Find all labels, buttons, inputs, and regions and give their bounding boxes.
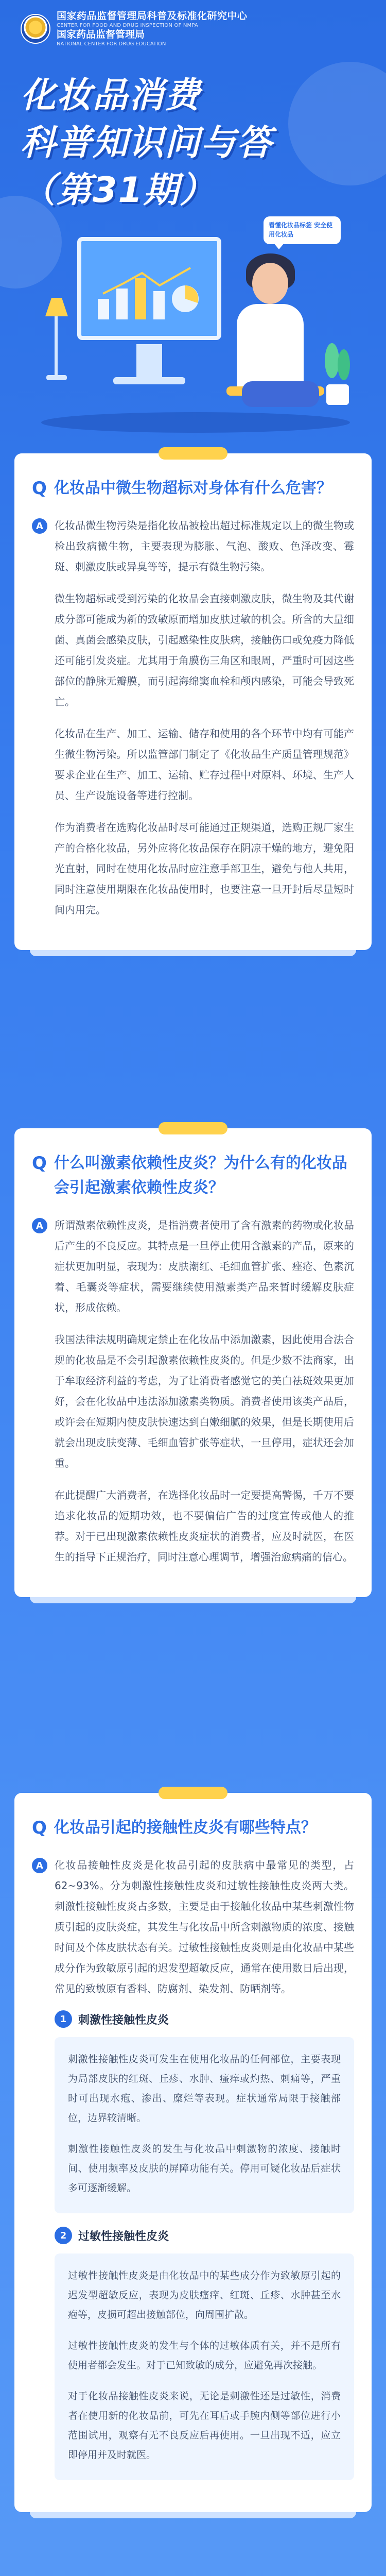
answer-paragraph: 在此提醒广大消费者，在选择化妆品时一定要提高警惕，千万不要追求化妆品的短期功效，也不要偏信广告的过度宣传或他人的推荐。对于已出现激素依赖性皮炎症状的消费者，应及时就医，在医生的指导下正规治疗，同时注意心理调节，增强治愈病痛的信心。 <box>55 1489 354 1563</box>
answer-row <box>32 1215 354 1579</box>
answer-row <box>32 515 354 931</box>
card-bottom-bar <box>30 2512 356 2518</box>
answer-body <box>55 515 354 931</box>
subsection-box-1 <box>55 2037 354 2213</box>
plant-icon <box>319 335 355 407</box>
question-mark: Q <box>32 1153 47 1174</box>
monitor-base <box>113 377 185 384</box>
answer-paragraph: 所谓激素依赖性皮炎，是指消费者使用了含有激素的药物或化妆品后产生的不良反应。其特点是一旦停止使用含激素的产品，原来的症状更加明显，表现为：皮肤潮红、毛细血管扩张、痤疮、色素沉着、毛囊炎等症状，需要继续使用激素类产品来暂时缓解皮肤症状，形成依赖。 <box>55 1219 354 1314</box>
person-legs <box>242 381 319 407</box>
org2-name-en: NATIONAL CENTER FOR DRUG EDUCATION <box>57 41 166 47</box>
question-text: 化妆品中微生物超标对身体有什么危害？ <box>54 479 332 497</box>
answer-paragraph: 化妆品微生物污染是指化妆品被检出超过标准规定以上的微生物或检出致病微生物，主要表现为膨胀、气泡、酸败、色泽改变、霉斑、刺激皮肤或异臭等等，提示有微生物污染。 <box>55 519 354 573</box>
title-line-2: 科普知识问与答 <box>21 123 273 163</box>
logo-row <box>21 10 248 48</box>
monitor-stand <box>136 344 162 380</box>
question-text: 什么叫激素依赖性皮炎？为什么有的化妆品会引起激素依赖性皮炎？ <box>54 1154 347 1197</box>
answer-mark: A <box>32 518 47 534</box>
answer-row <box>32 1855 354 2494</box>
subsection-paragraph: 过敏性接触性皮炎的发生与个体的过敏体质有关，并不是所有使用者都会发生。对于已知致敏的成分，应避免再次接触。 <box>68 2340 341 2371</box>
answer-mark: A <box>32 1218 47 1233</box>
answer-mark: A <box>32 1858 47 1873</box>
card-bottom-bar <box>30 1597 356 1603</box>
answer-body <box>55 1215 354 1579</box>
org-block <box>57 10 248 48</box>
subsection-title: 过敏性接触性皮炎 <box>78 2230 169 2243</box>
speech-bubble: 看懂化妆品标签 安全使用化妆品 <box>264 216 341 244</box>
card-tab <box>159 447 227 460</box>
qa-card-3 <box>14 1793 372 2512</box>
header-banner <box>0 0 386 453</box>
qa-card-2 <box>14 1128 372 1597</box>
subsection-box-2 <box>55 2253 354 2480</box>
subsection-title: 刺激性接触性皮炎 <box>78 2013 169 2027</box>
qa-card-1 <box>14 453 372 950</box>
illustration <box>31 216 360 443</box>
floor-shadow <box>41 412 350 433</box>
person-body <box>237 304 304 392</box>
emblem-icon <box>21 14 50 44</box>
question-mark: Q <box>32 478 47 499</box>
title-line-3: （第31期） <box>21 170 216 211</box>
org-name-en: CENTER FOR FOOD AND DRUG INSPECTION OF NMPA <box>57 22 198 28</box>
subsection-heading-2 <box>55 2227 354 2244</box>
subsection-paragraph: 刺激性接触性皮炎可发生在使用化妆品的任何部位，主要表现为局部皮肤的红斑、丘疹、水肿、瘙痒或灼热、刺痛等，严重时可出现水疱、渗出、糜烂等表现。症状通常局限于接触部位，边界较清晰。 <box>68 2054 341 2124</box>
card-tab <box>159 1787 227 1799</box>
answer-intro: 化妆品接触性皮炎是化妆品引起的皮肤病中最常见的类型，占62~93%。分为刺激性接触性皮炎和过敏性接触性皮炎两大类。刺激性接触性皮炎占多数，主要是由于接触化妆品中某些刺激性物质引起的皮肤炎症，其发生与化妆品中所含刺激物质的浓度、接触时间及个体皮肤状态有关。过敏性接触性皮炎则是由化妆品中某些成分作为致敏原引起的迟发型超敏反应，通常在使用数日后出现，常见的致敏原有香料、防腐剂、染发剂、防晒剂等。 <box>55 1859 354 1995</box>
subsection-number: 1 <box>55 2010 72 2028</box>
answer-paragraph: 微生物超标或受到污染的化妆品会直接刺激皮肤，微生物及其代谢成分都可能成为新的致敏原而增加皮肤过敏的机会。所含的大量细菌、真菌会感染皮肤，引起感染性皮肤病，接触伤口或免疫力降低还可能引发炎症。尤其用于角膜伤三角区和眼周，严重时可因这些部位的静脉无瓣膜，而引起海绵窦血栓和颅内感染，可能会导致死亡。 <box>55 592 354 708</box>
answer-paragraph: 作为消费者在选购化妆品时尽可能通过正规渠道，选购正规厂家生产的合格化妆品，另外应将化妆品保存在阴凉干燥的地方，避免阳光直射，同时在使用化妆品时应注意手部卫生，避免与他人共用，同时注意使用期限在化妆品使用时，也要注意一旦开封后尽量短时间内用完。 <box>55 821 354 916</box>
question-row <box>32 1151 354 1200</box>
subsection-paragraph: 刺激性接触性皮炎的发生与化妆品中刺激物的浓度、接触时间、使用频率及皮肤的屏障功能有关。停用可疑化妆品后症状多可逐渐缓解。 <box>68 2143 341 2194</box>
question-mark: Q <box>32 1818 47 1838</box>
subsection-number: 2 <box>55 2227 72 2244</box>
question-row <box>32 476 354 501</box>
card-bottom-bar <box>30 950 356 956</box>
person-head <box>252 263 288 304</box>
trend-chart-icon <box>93 263 206 325</box>
card-tab <box>159 1122 227 1134</box>
answer-paragraph: 化妆品在生产、加工、运输、储存和使用的各个环节中均有可能产生微生物污染。所以监管部门制定了《化妆品生产质量管理规范》要求企业在生产、加工、运输、贮存过程中对原料、环境、生产人员、生产设施设备等进行控制。 <box>55 727 354 802</box>
title-block <box>21 72 273 214</box>
lamp-icon <box>41 294 72 381</box>
answer-paragraph: 我国法律法规明确规定禁止在化妆品中添加激素，因此使用合法合规的化妆品是不会引起激素依赖性皮炎的。但是少数不法商家，出于牟取经济利益的考虑，为了让消费者感觉它的美白祛斑效果更加好，会在化妆品中违法添加激素类物质。消费者使用该类产品后，或许会在短期内使皮肤快速达到白嫩细腻的效果，但是长期使用后就会出现皮肤变薄、毛细血管扩张等症状，一旦停用，症状还会加重。 <box>55 1333 354 1469</box>
question-text: 化妆品引起的接触性皮炎有哪些特点？ <box>54 1819 317 1837</box>
subsection-heading-1 <box>55 2010 354 2028</box>
subsection-paragraph: 过敏性接触性皮炎是由化妆品中的某些成分作为致敏原引起的迟发型超敏反应，表现为皮肤瘙痒、红斑、丘疹、水肿甚至水疱等，皮损可超出接触部位，向周围扩散。 <box>68 2270 341 2320</box>
org2-name-cn: 国家药品监督管理局 <box>57 29 145 41</box>
answer-body <box>55 1855 354 2494</box>
title-line-1: 化妆品消费 <box>21 75 201 116</box>
question-row <box>32 1816 354 1840</box>
subsection-paragraph: 对于化妆品接触性皮炎来说，无论是刺激性还是过敏性，消费者在使用新的化妆品前，可先在耳后或手腕内侧等部位进行小范围试用，观察有无不良反应后再使用。一旦出现不适，应立即停用并及时就医。 <box>68 2391 341 2461</box>
decor-circle <box>288 62 386 185</box>
org-name-cn: 国家药品监督管理局科普及标准化研究中心 <box>57 10 248 22</box>
